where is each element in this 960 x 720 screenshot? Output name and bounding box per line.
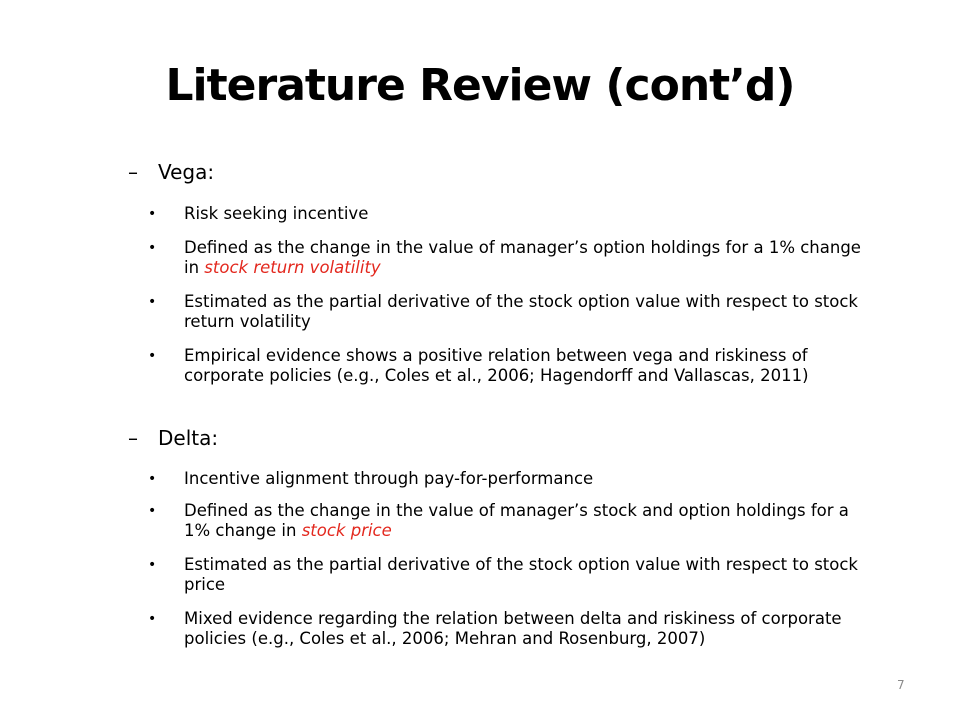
page-number: 7: [897, 678, 905, 692]
slide-title: Literature Review (cont’d): [165, 60, 795, 111]
list-item: [148, 292, 868, 332]
list-item: [148, 469, 868, 489]
bullet-icon: •: [148, 348, 157, 364]
list-item: [148, 204, 868, 224]
list-item: [148, 501, 868, 541]
bullet-text-plain: Defined as the change in the value of manager’s stock and option holdings for a 1% change in: [184, 501, 849, 540]
highlighted-term: stock return volatility: [204, 258, 381, 277]
section-heading-delta: [128, 426, 218, 450]
bullet-text: Estimated as the partial derivative of the stock option value with respect to stock price: [184, 555, 858, 594]
bullet-icon: •: [148, 557, 157, 573]
section-heading-label: Vega:: [158, 160, 215, 184]
bullet-icon: •: [148, 611, 157, 627]
bullet-icon: •: [148, 471, 157, 487]
section-heading-vega: [128, 160, 214, 184]
bullet-text-plain: Defined as the change in the value of manager’s option holdings for a 1% change in: [184, 238, 861, 277]
bullet-text: [184, 501, 868, 541]
bullet-text: Empirical evidence shows a positive relation between vega and riskiness of corporate policies (e.g., Coles et al., 2006; Hagendorff and Vallascas, 2011): [184, 346, 809, 385]
list-item: [148, 238, 868, 278]
list-item: [148, 555, 868, 595]
bullet-text: Estimated as the partial derivative of the stock option value with respect to stock return volatility: [184, 292, 858, 331]
bullet-icon: •: [148, 503, 157, 519]
bullet-text: Mixed evidence regarding the relation between delta and riskiness of corporate policies (e.g., Coles et al., 2006; Mehran and Rosenburg, 2007): [184, 609, 842, 648]
bullet-text: Risk seeking incentive: [184, 204, 369, 223]
list-item: [148, 346, 868, 386]
bullet-icon: •: [148, 240, 157, 256]
list-item: [148, 609, 868, 649]
highlighted-term: stock price: [301, 521, 392, 540]
bullet-text: [184, 238, 868, 278]
dash-marker: –: [128, 426, 138, 450]
bullet-icon: •: [148, 206, 157, 222]
section-heading-label: Delta:: [158, 426, 219, 450]
bullet-text: Incentive alignment through pay-for-performance: [184, 469, 594, 488]
dash-marker: –: [128, 160, 138, 184]
bullet-icon: •: [148, 294, 157, 310]
